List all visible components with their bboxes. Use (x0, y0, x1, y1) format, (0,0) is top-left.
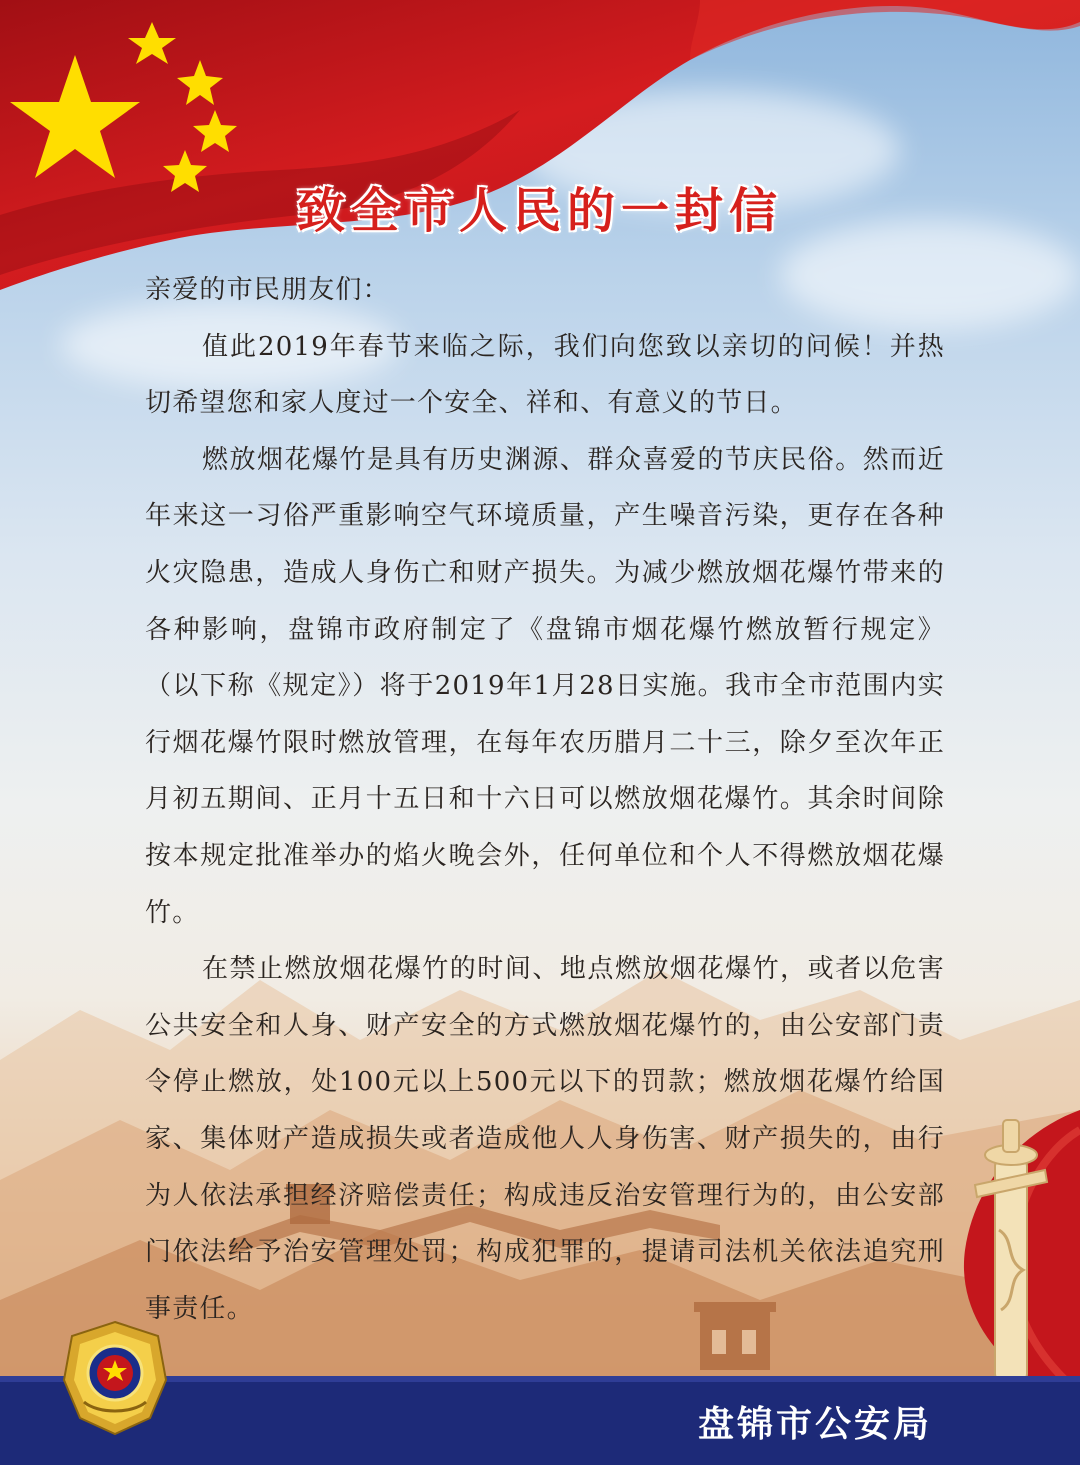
police-badge-icon (58, 1318, 172, 1438)
letter-title: 致全市人民的一封信 (296, 183, 783, 239)
letter-greeting: 亲爱的市民朋友们： (145, 275, 390, 305)
letter-body (145, 262, 945, 1337)
letter-paragraph: 在禁止燃放烟花爆竹的时间、地点燃放烟花爆竹，或者以危害公共安全和人身、财产安全的方式燃放烟花爆竹的，由公安部门责令停止燃放，处100元以上500元以下的罚款；燃放烟花爆竹给国家、集体财产造成损失或者造成他人人身伤害、财产损失的，由行为人依法承担经济赔偿责任；构成违反治安管理行为的，由公安部门依法给予治安管理处罚；构成犯罪的，提请司法机关依法追究刑事责任。 (145, 954, 945, 1324)
letter-paragraph: 值此2019年春节来临之际，我们向您致以亲切的问候！并热切希望您和家人度过一个安全、祥和、有意义的节日。 (145, 331, 945, 419)
letter-paragraph: 燃放烟花爆竹是具有历史渊源、群众喜爱的节庆民俗。然而近年来这一习俗严重影响空气环境质量，产生噪音污染，更存在各种火灾隐患，造成人身伤亡和财产损失。为减少燃放烟花爆竹带来的各种影响，盘锦市政府制定了《盘锦市烟花爆竹燃放暂行规定》（以下称《规定》）将于2019年1月28日实施。我市全市范围内实行烟花爆竹限时燃放管理，在每年农历腊月二十三，除夕至次年正月初五期间、正月十五日和十六日可以燃放烟花爆竹。其余时间除按本规定批准举办的焰火晚会外，任何单位和个人不得燃放烟花爆竹。 (145, 444, 945, 928)
huabiao-pillar-icon (935, 1100, 1080, 1390)
issuer-signature: 盘锦市公安局 (697, 1404, 932, 1445)
